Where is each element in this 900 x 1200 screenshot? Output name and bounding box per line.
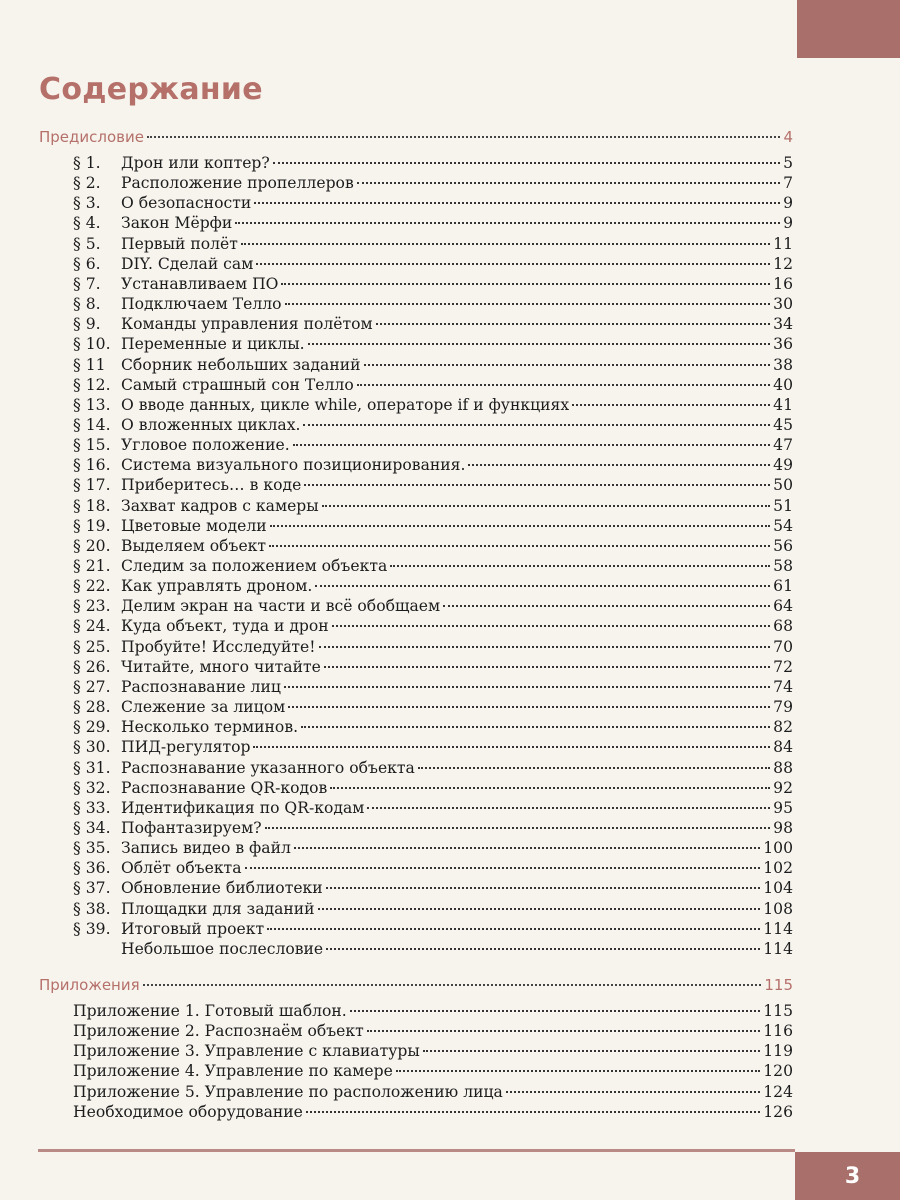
toc-entry[interactable] <box>73 717 793 737</box>
dot-leader <box>367 1030 760 1032</box>
corner-tab <box>797 0 900 58</box>
toc-entry[interactable] <box>73 173 793 193</box>
toc-page-number: 92 <box>773 778 793 797</box>
toc-number: § 38. <box>73 899 111 918</box>
toc-label: Предисловие <box>39 128 144 146</box>
toc-entry[interactable] <box>73 596 793 616</box>
toc-label: Подключаем Телло <box>121 295 282 314</box>
toc-number: § 20. <box>73 536 111 555</box>
toc-number: § 4. <box>73 214 101 233</box>
toc-label: Закон Мёрфи <box>121 214 233 233</box>
toc-label: Захват кадров с камеры <box>121 496 319 515</box>
dot-leader <box>367 807 770 809</box>
toc-label: Следим за положением объекта <box>121 557 388 575</box>
toc-number: § 12. <box>73 375 111 394</box>
dot-leader <box>319 646 771 648</box>
toc-entry[interactable] <box>73 616 793 636</box>
toc-entry[interactable] <box>73 193 793 213</box>
toc-number: § 21. <box>73 557 111 575</box>
toc-entry[interactable] <box>73 274 793 294</box>
toc-label: Распознавание QR-кодов <box>121 778 328 797</box>
dot-leader <box>304 484 770 486</box>
toc-entry[interactable] <box>73 798 793 818</box>
toc-entry[interactable] <box>73 153 793 173</box>
toc-page-number: 9 <box>783 194 793 213</box>
toc-page-number: 36 <box>773 335 793 354</box>
toc-label: Сборник небольших заданий <box>121 355 361 374</box>
toc-number: § 11 <box>73 355 106 374</box>
toc-label: О безопасности <box>121 194 252 213</box>
dot-leader <box>357 384 770 386</box>
toc-entry[interactable] <box>73 455 793 475</box>
toc-label: Переменные и циклы. <box>121 335 305 354</box>
toc-entry[interactable] <box>73 778 793 798</box>
toc-page-number: 58 <box>773 557 793 575</box>
dot-leader <box>330 787 770 789</box>
toc-page-number: 108 <box>763 899 793 918</box>
toc-preface[interactable] <box>39 127 793 147</box>
dot-leader <box>308 343 771 345</box>
toc-label: О вводе данных, цикле while, операторе if и функциях <box>121 395 570 414</box>
dot-leader <box>318 908 761 910</box>
toc-page-number: 50 <box>773 476 793 495</box>
toc-page-number: 45 <box>773 415 793 434</box>
toc-page-number: 68 <box>773 617 793 636</box>
toc-number: § 8. <box>73 295 101 314</box>
toc-page-number: 51 <box>773 496 793 515</box>
toc-number: § 25. <box>73 637 111 656</box>
toc-label: Пофантазируем? <box>121 818 262 837</box>
toc-label: Приложение 4. Управление по камере <box>73 1062 393 1081</box>
dot-leader <box>376 323 771 325</box>
toc-entry[interactable] <box>73 334 793 354</box>
toc-label: Выделяем объект <box>121 536 267 555</box>
toc-entry[interactable] <box>73 496 793 516</box>
toc-page-number: 114 <box>763 919 793 938</box>
toc-page-number: 82 <box>773 718 793 737</box>
dot-leader <box>270 525 771 527</box>
toc-page-number: 116 <box>763 1022 793 1041</box>
toc-entry[interactable] <box>73 516 793 536</box>
toc-number: § 15. <box>73 436 111 455</box>
dot-leader <box>326 948 760 950</box>
toc-entry[interactable] <box>73 254 793 274</box>
toc-number: § 32. <box>73 778 111 797</box>
dot-leader <box>241 243 770 245</box>
toc-entry[interactable] <box>73 294 793 314</box>
page-number-badge: 3 <box>795 1152 900 1200</box>
dot-leader <box>468 464 770 466</box>
toc-entry[interactable] <box>73 838 793 858</box>
toc-label: Запись видео в файл <box>121 839 291 858</box>
toc-entry[interactable] <box>73 657 793 677</box>
toc-page-number: 30 <box>773 295 793 314</box>
toc-page-number: 47 <box>773 436 793 455</box>
dot-leader <box>143 984 762 986</box>
toc-number: § 23. <box>73 597 111 616</box>
toc-entry[interactable] <box>73 355 793 375</box>
toc-number: § 16. <box>73 456 111 475</box>
toc-entry[interactable] <box>73 818 793 838</box>
toc-page-number: 38 <box>773 355 793 374</box>
toc-label: Команды управления полётом <box>121 315 373 334</box>
dot-leader <box>332 625 770 627</box>
toc-number: § 22. <box>73 577 111 596</box>
toc-number: § 7. <box>73 274 101 293</box>
toc-entry[interactable] <box>73 697 793 717</box>
dot-leader <box>364 364 771 366</box>
toc-number: § 18. <box>73 496 111 515</box>
toc-number: § 3. <box>73 194 101 213</box>
dot-leader <box>284 686 770 688</box>
toc-entry[interactable] <box>73 314 793 334</box>
toc-appendix-entry[interactable] <box>73 1001 793 1021</box>
dot-leader <box>235 222 780 224</box>
toc-number: § 1. <box>73 154 101 172</box>
toc-page-number: 95 <box>773 798 793 817</box>
toc-label: Делим экран на части и всё обобщаем <box>121 597 441 616</box>
toc-number: § 37. <box>73 879 111 898</box>
toc-label: Первый полёт <box>121 234 238 253</box>
toc-entry[interactable] <box>73 878 793 898</box>
toc-entry[interactable] <box>73 899 793 919</box>
toc-entry[interactable] <box>73 576 793 596</box>
toc-entry[interactable] <box>73 536 793 556</box>
toc-entry[interactable] <box>73 677 793 697</box>
dot-leader <box>322 505 770 507</box>
dot-leader <box>423 1050 760 1052</box>
toc-page-number: 64 <box>773 597 793 616</box>
toc-number: § 26. <box>73 657 111 676</box>
toc-number: § 34. <box>73 818 111 837</box>
toc-label: Приберитесь… в коде <box>121 476 302 495</box>
toc-label: ПИД-регулятор <box>121 738 251 757</box>
toc-number: § 17. <box>73 476 111 495</box>
toc-number: § 9. <box>73 315 101 334</box>
dot-leader <box>301 726 770 728</box>
toc-entry[interactable] <box>73 395 793 415</box>
toc-appendix-entry[interactable] <box>73 1041 793 1061</box>
toc-number: § 6. <box>73 254 101 273</box>
toc-label: Куда объект, туда и дрон <box>121 617 329 636</box>
toc-label: Приложение 1. Готовый шаблон. <box>73 1002 347 1020</box>
dot-leader <box>288 706 770 708</box>
toc-label: Как управлять дроном. <box>121 577 313 596</box>
toc-page-number: 124 <box>763 1082 793 1101</box>
dot-leader <box>326 887 761 889</box>
toc-number: § 31. <box>73 758 111 777</box>
dot-leader <box>285 303 771 305</box>
toc-entry[interactable] <box>73 213 793 233</box>
dot-leader <box>357 182 780 184</box>
toc-page-number: 54 <box>773 516 793 535</box>
dot-leader <box>350 1010 760 1012</box>
toc-page-number: 72 <box>773 657 793 676</box>
toc-appendix-entry[interactable] <box>73 1021 793 1041</box>
toc-page-number: 4 <box>783 128 793 146</box>
toc-label: Дрон или коптер? <box>121 154 270 172</box>
dot-leader <box>506 1091 760 1093</box>
toc-label: Приложение 3. Управление с клавиатуры <box>73 1042 420 1061</box>
toc-label: Система визуального позиционирования. <box>121 456 466 475</box>
toc-appendix-entry[interactable] <box>73 1061 793 1081</box>
toc-page-number: 79 <box>773 698 793 717</box>
toc-number: § 10. <box>73 335 111 354</box>
toc-page-number: 12 <box>773 254 793 273</box>
dot-leader <box>572 404 770 406</box>
toc-label: Угловое положение. <box>121 436 290 455</box>
toc-page-number: 34 <box>773 315 793 334</box>
dot-leader <box>254 202 780 204</box>
toc-label: Распознавание лиц <box>121 677 281 696</box>
dot-leader <box>273 162 780 164</box>
toc-label: Небольшое послесловие <box>121 939 324 958</box>
toc-page-number: 56 <box>773 536 793 555</box>
toc-label: О вложенных циклах. <box>121 415 301 434</box>
dot-leader <box>306 1111 760 1113</box>
toc-label: Слежение за лицом <box>121 698 286 717</box>
toc-page-number: 120 <box>763 1062 793 1081</box>
dot-leader <box>245 867 761 869</box>
toc-label: Итоговый проект <box>121 919 265 938</box>
dot-leader <box>269 545 770 547</box>
toc-label: Пробуйте! Исследуйте! <box>121 637 316 656</box>
toc-entry[interactable] <box>73 435 793 455</box>
bottom-divider <box>38 1149 795 1152</box>
toc-label: Идентификация по QR-кодам <box>121 798 365 817</box>
toc-page-number: 114 <box>763 939 793 958</box>
toc-entry[interactable] <box>73 234 793 254</box>
dot-leader <box>396 1070 760 1072</box>
toc-entry[interactable] <box>73 737 793 757</box>
toc-label: Приложение 5. Управление по расположению лица <box>73 1082 503 1101</box>
toc-page-number: 119 <box>763 1042 793 1061</box>
toc-page-number: 61 <box>773 577 793 596</box>
dot-leader <box>293 444 770 446</box>
dot-leader <box>294 847 760 849</box>
toc-number: § 28. <box>73 698 111 717</box>
toc-label: Площадки для заданий <box>121 899 315 918</box>
toc-number: § 14. <box>73 415 111 434</box>
toc-entry[interactable] <box>73 415 793 435</box>
toc-page-number: 115 <box>764 976 793 994</box>
toc-page-number: 9 <box>783 214 793 233</box>
dot-leader <box>324 666 770 668</box>
toc-page-number: 102 <box>763 859 793 878</box>
toc-entry[interactable] <box>73 919 793 939</box>
dot-leader <box>281 283 770 285</box>
toc-entry[interactable] <box>73 375 793 395</box>
toc-label: Обновление библиотеки <box>121 879 323 898</box>
toc-label: Читайте, много читайте <box>121 657 321 676</box>
toc-number: § 35. <box>73 839 111 858</box>
dot-leader <box>147 136 780 138</box>
toc-number: § 33. <box>73 798 111 817</box>
toc-page-number: 84 <box>773 738 793 757</box>
toc-label: Приложение 2. Распознаём объект <box>73 1022 364 1041</box>
toc-number: § 2. <box>73 174 101 193</box>
toc-number: § 19. <box>73 516 111 535</box>
dot-leader <box>443 605 770 607</box>
toc-label: Устанавливаем ПО <box>121 274 279 293</box>
toc-page-number: 41 <box>773 395 793 414</box>
toc-number: § 24. <box>73 617 111 636</box>
toc-number: § 39. <box>73 919 111 938</box>
dot-leader <box>418 767 770 769</box>
dot-leader <box>267 928 760 930</box>
toc-appendices[interactable] <box>39 975 793 995</box>
dot-leader <box>253 746 770 748</box>
toc-page-number: 11 <box>773 234 793 253</box>
toc-label: Необходимое оборудование <box>73 1102 303 1121</box>
toc-label: Несколько терминов. <box>121 718 299 737</box>
toc-appendix-entry[interactable] <box>73 1082 793 1102</box>
toc-entry[interactable] <box>73 939 793 959</box>
dot-leader <box>315 585 770 587</box>
toc-label: Распознавание указанного объекта <box>121 758 415 777</box>
toc-page-number: 5 <box>783 154 793 172</box>
toc-entry[interactable] <box>73 475 793 495</box>
dot-leader <box>265 827 771 829</box>
toc-page-number: 7 <box>783 174 793 193</box>
toc-label: Облёт объекта <box>121 859 242 878</box>
toc-number: § 36. <box>73 859 111 878</box>
toc-label: Расположение пропеллеров <box>121 174 354 193</box>
toc-entry[interactable] <box>73 556 793 576</box>
toc-page-number: 126 <box>763 1102 793 1121</box>
toc-entry[interactable] <box>73 758 793 778</box>
dot-leader <box>303 424 770 426</box>
toc-page-number: 88 <box>773 758 793 777</box>
toc-page-number: 100 <box>763 839 793 858</box>
page-title: Содержание <box>39 72 263 107</box>
toc-page-number: 16 <box>773 274 793 293</box>
toc-number: § 27. <box>73 677 111 696</box>
toc-page-number: 98 <box>773 818 793 837</box>
toc-page-number: 74 <box>773 677 793 696</box>
toc-page-number: 40 <box>773 375 793 394</box>
toc-number: § 5. <box>73 234 101 253</box>
toc-number: § 13. <box>73 395 111 414</box>
toc-number: § 29. <box>73 718 111 737</box>
toc-entry[interactable] <box>73 858 793 878</box>
toc-appendix-entry[interactable] <box>73 1102 793 1122</box>
toc-page-number: 104 <box>763 879 793 898</box>
dot-leader <box>390 565 770 567</box>
toc-entry[interactable] <box>73 637 793 657</box>
toc-label: Самый страшный сон Телло <box>121 375 354 394</box>
toc-label: DIY. Сделай сам <box>121 254 254 273</box>
toc-page-number: 115 <box>763 1002 793 1020</box>
toc-label: Цветовые модели <box>121 516 267 535</box>
dot-leader <box>256 263 770 265</box>
toc-label: Приложения <box>39 976 140 994</box>
toc-page-number: 70 <box>773 637 793 656</box>
toc-page-number: 49 <box>773 456 793 475</box>
toc-number: § 30. <box>73 738 111 757</box>
